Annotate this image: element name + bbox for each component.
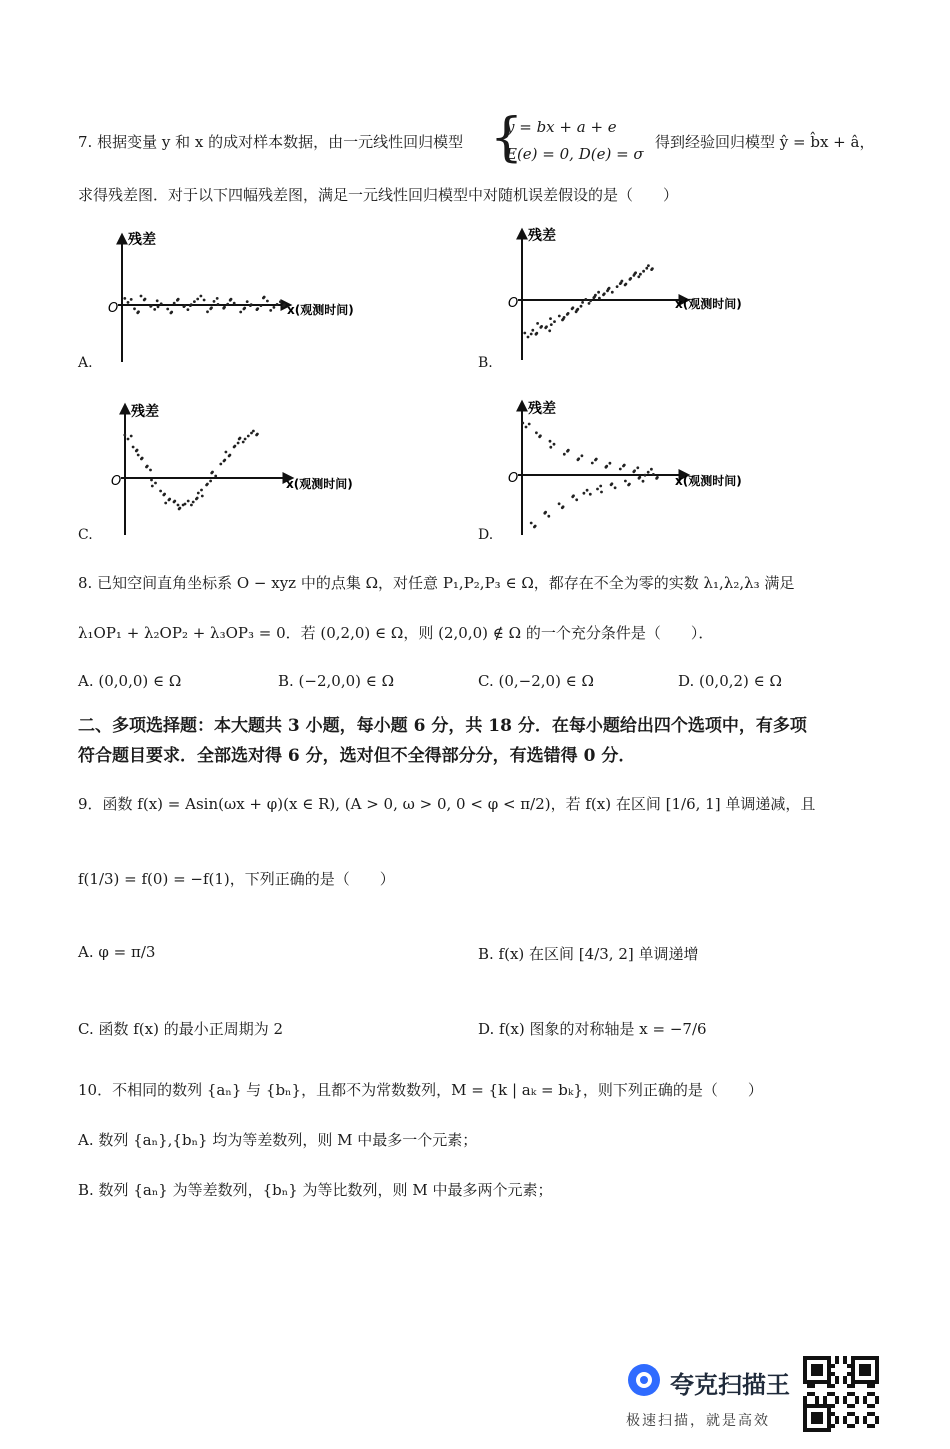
residual-point (553, 320, 556, 323)
residual-point (136, 311, 139, 314)
residual-point (187, 500, 190, 503)
residual-point (233, 446, 236, 449)
q9-option-d: D. f(x) 图象的对称轴是 x = −7/6 (478, 1020, 707, 1038)
residual-point (130, 435, 133, 438)
residual-point (225, 451, 228, 454)
residual-point (624, 480, 627, 483)
residual-point (581, 454, 584, 457)
residual-point (571, 495, 574, 498)
residual-point (269, 309, 272, 312)
model-brace: { (490, 108, 524, 168)
residual-point (624, 284, 627, 287)
residual-point (622, 465, 625, 468)
residual-point (588, 302, 591, 305)
residual-point (535, 333, 538, 336)
residual-point (621, 280, 624, 283)
residual-point (237, 442, 240, 445)
residual-point (160, 302, 163, 305)
residual-point (223, 460, 226, 463)
residual-point (566, 313, 569, 316)
residual-point (203, 299, 206, 302)
residual-point (589, 299, 592, 302)
residual-point (222, 307, 225, 310)
residual-point (586, 489, 589, 492)
residual-point (127, 301, 130, 304)
residual-point (216, 297, 219, 300)
residual-point (652, 473, 655, 476)
residual-point (597, 291, 600, 294)
option-label-d: D. (478, 527, 494, 543)
residual-point (629, 278, 632, 281)
residual-point (571, 307, 574, 310)
residual-point (650, 268, 653, 271)
residual-point (156, 299, 159, 302)
residual-point (233, 302, 236, 305)
xlabel-c: x(观测时间) (286, 477, 353, 491)
residual-point (596, 488, 599, 491)
residual-point (149, 305, 152, 308)
residual-point (279, 300, 282, 303)
residual-point (605, 466, 608, 469)
residual-point (533, 526, 536, 529)
section-2-heading-line1: 二、多项选择题：本大题共 3 小题，每小题 6 分，共 18 分．在每小题给出四个选项中，有多项 (78, 716, 807, 736)
scanner-app-name: 夸克扫描王 (670, 1371, 790, 1399)
residual-point (589, 493, 592, 496)
residual-point (276, 303, 279, 306)
residual-point (655, 477, 658, 480)
residual-point (650, 468, 653, 471)
section-2-heading-line2: 符合题目要求．全部选对得 6 分，选对但不全得部分分，有选错得 0 分． (78, 746, 636, 766)
residual-point (162, 494, 165, 497)
q10-option-b: B. 数列 {aₙ} 为等差数列，{bₙ} 为等比数列，则 M 中最多两个元素； (78, 1181, 553, 1199)
residual-point (226, 303, 229, 306)
option-label-c: C. (78, 527, 93, 543)
q7-line2: 求得残差图．对于以下四幅残差图，满足一元线性回归模型中对随机误差假设的是（ ） (78, 186, 679, 204)
residual-point (575, 498, 578, 501)
q8-option-d: D. (0,0,2) ∈ Ω (678, 672, 782, 690)
residual-point (260, 304, 263, 307)
q8-line1: 8. 已知空间直角坐标系 O − xyz 中的点集 Ω，对任意 P₁,P₂,P₃ ∈ Ω，都存在不全为零的实数 λ₁,λ₂,λ₃ 满足 (78, 574, 795, 592)
xlabel-b: x(观测时间) (675, 297, 742, 311)
ylabel-b: 残差 (528, 228, 556, 244)
chart-panel-c (111, 403, 353, 535)
residual-point (201, 495, 204, 498)
residual-point (209, 480, 212, 483)
residual-point (563, 453, 566, 456)
residual-point (558, 502, 561, 505)
q10-option-a: A. 数列 {aₙ},{bₙ} 均为等差数列，则 M 中最多一个元素； (78, 1131, 478, 1149)
residual-point (205, 484, 208, 487)
residual-point (547, 515, 550, 518)
residual-point (239, 311, 242, 314)
residual-point (209, 307, 212, 310)
residual-charts (0, 0, 950, 560)
residual-point (168, 499, 171, 502)
residual-point (247, 435, 250, 438)
residual-point (193, 300, 196, 303)
chart-panel-a (108, 231, 354, 362)
q7-model-row2: E(e) = 0, D(e) = σ (506, 145, 644, 163)
residual-point (170, 312, 173, 315)
residual-point (594, 294, 597, 297)
residual-point (558, 315, 561, 318)
residual-point (580, 305, 583, 308)
residual-point (195, 498, 198, 501)
residual-point (549, 317, 552, 320)
residual-point (645, 267, 648, 270)
residual-point (561, 506, 564, 509)
ylabel-a: 残差 (128, 232, 156, 248)
residual-point (549, 446, 552, 449)
scanner-slogan: 极速扫描，就是高效 (626, 1413, 770, 1429)
residual-point (123, 434, 126, 437)
residual-point (525, 426, 528, 429)
residual-point (592, 296, 595, 299)
residual-point (173, 501, 176, 504)
residual-point (636, 466, 639, 469)
residual-point (184, 503, 187, 506)
origin-c: O (111, 474, 122, 489)
residual-point (243, 308, 246, 311)
residual-point (538, 435, 541, 438)
residual-point (611, 291, 614, 294)
residual-point (228, 455, 231, 458)
residual-point (544, 326, 547, 329)
residual-point (249, 304, 252, 307)
residual-point (229, 299, 232, 302)
residual-point (549, 440, 552, 443)
residual-point (528, 423, 531, 426)
residual-point (149, 469, 152, 472)
residual-point (609, 462, 612, 465)
residual-point (584, 298, 587, 301)
residual-point (594, 459, 597, 462)
residual-point (638, 477, 641, 480)
residual-point (189, 304, 192, 307)
residual-point (633, 272, 636, 275)
residual-point (154, 482, 157, 485)
residual-point (642, 480, 645, 483)
residual-point (140, 458, 143, 461)
residual-point (200, 489, 203, 492)
residual-point (536, 322, 539, 325)
residual-point (550, 323, 553, 326)
residual-point (178, 508, 181, 511)
residual-point (127, 438, 130, 441)
option-label-a: A. (78, 355, 93, 371)
residual-point (143, 299, 146, 302)
residual-point (521, 422, 524, 425)
residual-point (214, 475, 217, 478)
residual-point (530, 522, 533, 525)
residual-point (190, 504, 193, 507)
residual-point (157, 305, 160, 308)
residual-point (244, 438, 247, 441)
residual-point (583, 492, 586, 495)
residual-point (197, 492, 200, 495)
ylabel-d: 残差 (528, 401, 556, 417)
residual-point (242, 441, 245, 444)
residual-point (145, 466, 148, 469)
residual-point (200, 295, 203, 298)
residual-point (576, 309, 579, 312)
residual-point (599, 485, 602, 488)
q7-line1-pre: 7. 根据变量 y 和 x 的成对样本数据，由一元线性回归模型 (78, 133, 464, 151)
residual-point (644, 474, 647, 477)
residual-point (600, 491, 603, 494)
residual-point (150, 479, 153, 482)
xlabel-d: x(观测时间) (675, 474, 742, 488)
q9-line1: 9．函数 f(x) = Asin(ωx + φ)(x ∈ R), (A > 0, ω > 0, 0 < φ < π/2)，若 f(x) 在区间 [1/6, 1] 单调递减，且 (78, 795, 816, 813)
residual-point (192, 501, 195, 504)
residual-point (527, 336, 530, 339)
residual-point (637, 275, 640, 278)
residual-point (642, 270, 645, 273)
residual-point (273, 306, 276, 309)
residual-point (130, 298, 133, 301)
residual-point (238, 438, 241, 441)
chart-panel-b (508, 227, 742, 360)
residual-point (159, 490, 162, 493)
ylabel-c: 残差 (131, 404, 159, 420)
residual-point (614, 486, 617, 489)
residual-point (523, 332, 526, 335)
residual-point (591, 462, 594, 465)
residual-point (563, 316, 566, 319)
residual-point (166, 308, 169, 311)
residual-point (256, 308, 259, 311)
residual-point (183, 305, 186, 308)
residual-point (196, 298, 199, 301)
q9-line2: f(1/3) = f(0) = −f(1)，下列正确的是（ ） (78, 870, 395, 888)
residual-point (282, 304, 285, 307)
residual-point (217, 303, 220, 306)
residual-point (176, 299, 179, 302)
q10-line1: 10．不相同的数列 {aₙ} 与 {bₙ}，且都不为常数数列，M = {k | aₖ = bₖ}，则下列正确的是（ ） (78, 1081, 763, 1099)
residual-point (133, 307, 136, 310)
q8-option-a: A. (0,0,0) ∈ Ω (78, 672, 182, 690)
residual-point (219, 463, 222, 466)
residual-point (566, 450, 569, 453)
q9-option-a: A. φ = π/3 (78, 943, 156, 961)
option-label-b: B. (478, 355, 493, 371)
residual-point (151, 485, 154, 488)
residual-point (164, 502, 167, 505)
q7-model-row1: y = bx + a + e (506, 118, 617, 136)
residual-point (530, 333, 533, 336)
residual-point (140, 295, 143, 298)
residual-point (246, 300, 249, 303)
residual-point (123, 297, 126, 300)
residual-point (647, 471, 650, 474)
origin-b: O (508, 296, 519, 311)
residual-point (177, 504, 180, 507)
residual-point (210, 472, 213, 475)
residual-point (543, 512, 546, 515)
residual-point (607, 288, 610, 291)
residual-point (137, 454, 140, 457)
q9-option-c: C. 函数 f(x) 的最小正周期为 2 (78, 1020, 284, 1038)
residual-point (173, 302, 176, 305)
residual-point (561, 319, 564, 322)
residual-point (539, 326, 542, 329)
residual-point (647, 264, 650, 267)
residual-point (581, 301, 584, 304)
residual-point (266, 300, 269, 303)
residual-point (548, 329, 551, 332)
residual-point (255, 434, 258, 437)
residual-point (610, 483, 613, 486)
origin-d: O (508, 471, 519, 486)
q7-line1-post: 得到经验回归模型 ŷ = b̂x + â， (655, 133, 875, 151)
origin-a: O (108, 301, 119, 316)
q9-option-b: B. f(x) 在区间 [4/3, 2] 单调递增 (478, 945, 699, 963)
residual-point (213, 300, 216, 303)
residual-point (639, 273, 642, 276)
residual-point (577, 458, 580, 461)
q8-line2: λ₁OP₁ + λ₂OP₂ + λ₃OP₃ = 0．若 (0,2,0) ∈ Ω，则 (2,0,0) ∉ Ω 的一个充分条件是（ ）． (78, 624, 714, 642)
q8-option-c: C. (0,−2,0) ∈ Ω (478, 672, 594, 690)
residual-point (598, 297, 601, 300)
qr-code-icon[interactable] (803, 1356, 879, 1432)
residual-point (187, 308, 190, 311)
residual-point (262, 297, 265, 300)
residual-point (206, 310, 209, 313)
residual-point (619, 468, 622, 471)
residual-point (252, 430, 255, 433)
scanner-logo-icon (626, 1362, 662, 1398)
residual-point (602, 293, 605, 296)
residual-point (553, 443, 556, 446)
residual-point (619, 282, 622, 285)
residual-point (535, 431, 538, 434)
residual-point (135, 450, 138, 453)
residual-point (132, 446, 135, 449)
residual-point (153, 308, 156, 311)
xlabel-a: x(观测时间) (287, 303, 354, 317)
chart-panel-d (508, 400, 742, 535)
q8-option-b: B. (−2,0,0) ∈ Ω (278, 672, 395, 690)
residual-point (616, 285, 619, 288)
residual-point (531, 329, 534, 332)
residual-point (627, 484, 630, 487)
residual-point (632, 470, 635, 473)
